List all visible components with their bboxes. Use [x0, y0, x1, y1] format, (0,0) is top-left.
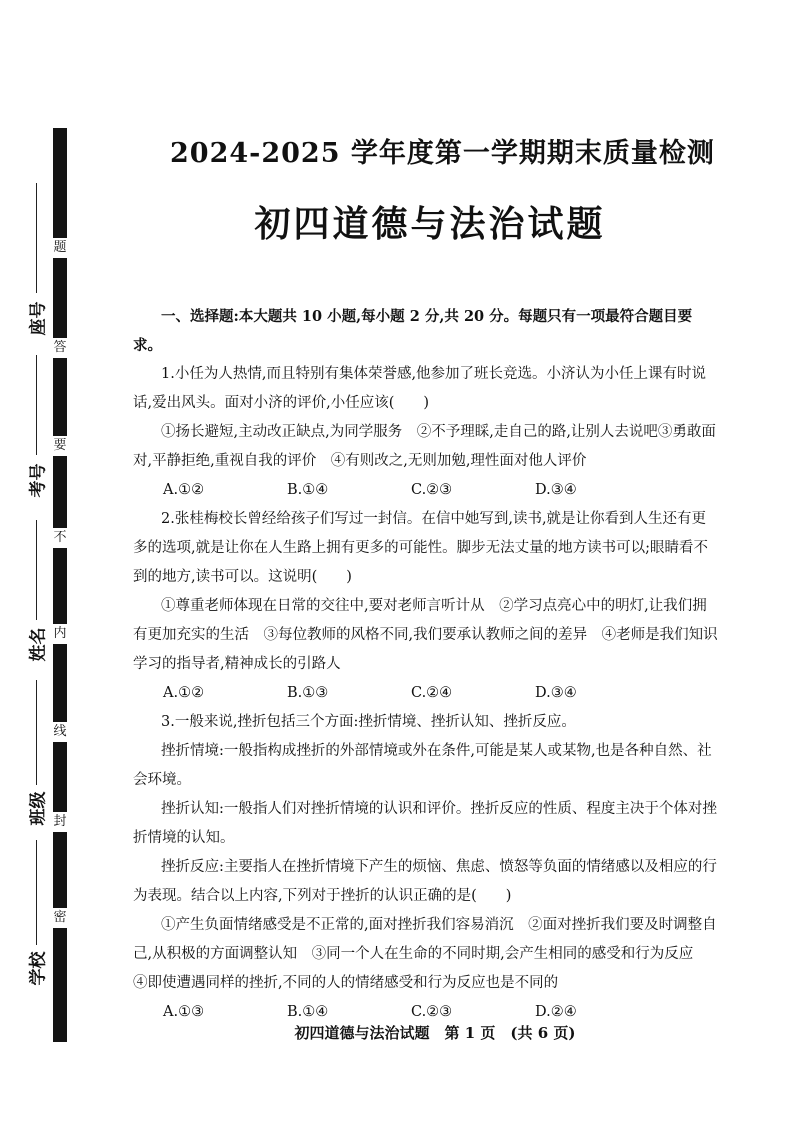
question-3-para-1: 挫折情境:一般指构成挫折的外部情境或外在条件,可能是某人或某物,也是各种自然、社会环境。	[133, 743, 712, 788]
question-1-stem: 1.小任为人热情,而且特别有集体荣誉感,他参加了班长竞选。小济认为小任上课有时说话,爱出风头。面对小济的评价,小任应该( )	[133, 366, 707, 411]
choice-a: A.①②	[163, 685, 205, 701]
exam-number-line	[36, 355, 37, 455]
seat-number-label: 座号	[28, 301, 49, 336]
choice-d: D.③④	[535, 482, 577, 498]
name-line	[36, 520, 37, 620]
exam-number-label: 考号	[28, 463, 49, 498]
seal-word: 题	[51, 238, 69, 258]
question-3-para-2: 挫折认知:一般指人们对挫折情境的认识和评价。挫折反应的性质、程度主决于个体对挫折情境的认知。	[133, 801, 717, 846]
school-label: 学校	[28, 951, 49, 986]
choice-d: D.③④	[535, 685, 577, 701]
paper-title: 初四道德与法治试题	[254, 203, 606, 245]
choice-c: C.②③	[411, 1004, 453, 1020]
school-line	[36, 840, 37, 945]
seat-number-line	[36, 183, 37, 293]
class-label: 班级	[28, 791, 49, 826]
seal-line-bar	[53, 128, 67, 1042]
choice-b: B.①③	[287, 685, 329, 701]
question-3-statements: ①产生负面情绪感受是不正常的,面对挫折我们容易消沉 ②面对挫折我们要及时调整自己,从积极的方面调整认知 ③同一个人在生命的不同时期,会产生相同的感受和行为反应 ④即使遭遇同样的挫折,不同的人的情绪感受和行为反应也是不同的	[133, 917, 717, 991]
choice-a: A.①②	[163, 482, 205, 498]
term-title: 2024-2025 学年度第一学期期末质量检测	[170, 138, 715, 169]
seal-word: 要	[51, 436, 69, 456]
seal-word: 答	[51, 338, 69, 358]
page-footer: 初四道德与法治试题 第 1 页 (共 6 页)	[294, 1024, 576, 1042]
choice-c: C.②④	[411, 685, 453, 701]
choice-c: C.②③	[411, 482, 453, 498]
question-3-para-3: 挫折反应:主要指人在挫折情境下产生的烦恼、焦虑、愤怒等负面的情绪感以及相应的行为表现。结合以上内容,下列对于挫折的认识正确的是( )	[133, 859, 717, 904]
choice-a: A.①③	[163, 1004, 205, 1020]
question-2-stem: 2.张桂梅校长曾经给孩子们写过一封信。在信中她写到,读书,就是让你看到人生还有更多的选项,就是让你在人生路上拥有更多的可能性。脚步无法丈量的地方读书可以;眼睛看不到的地方,读书可以。这说明( )	[133, 511, 708, 585]
seal-word: 密	[51, 908, 69, 928]
question-3-stem: 3.一般来说,挫折包括三个方面:挫折情境、挫折认知、挫折反应。	[161, 714, 576, 730]
choice-b: B.①④	[287, 482, 329, 498]
section-heading: 一、选择题:本大题共 10 小题,每小题 2 分,共 20 分。每题只有一项最符合题目要求。	[133, 308, 693, 354]
choice-d: D.②④	[535, 1004, 577, 1020]
question-content	[133, 302, 718, 1027]
question-2-choices	[133, 679, 718, 708]
seal-word: 线	[51, 722, 69, 742]
choice-b: B.①④	[287, 1004, 329, 1020]
class-line	[36, 680, 37, 785]
seal-word: 内	[51, 624, 69, 644]
seal-word: 不	[51, 528, 69, 548]
question-2-statements: ①尊重老师体现在日常的交往中,要对老师言听计从 ②学习点亮心中的明灯,让我们拥有更加充实的生活 ③每位教师的风格不同,我们要承认教师之间的差异 ④老师是我们知识学习的指导者,精神成长的引路人	[133, 598, 718, 672]
seal-word: 封	[51, 812, 69, 832]
question-1-choices	[133, 476, 718, 505]
name-label: 姓名	[28, 627, 49, 662]
question-1-statements: ①扬长避短,主动改正缺点,为同学服务 ②不予理睬,走自己的路,让别人去说吧③勇敢面对,平静拒绝,重视自我的评价 ④有则改之,无则加勉,理性面对他人评价	[133, 424, 716, 469]
